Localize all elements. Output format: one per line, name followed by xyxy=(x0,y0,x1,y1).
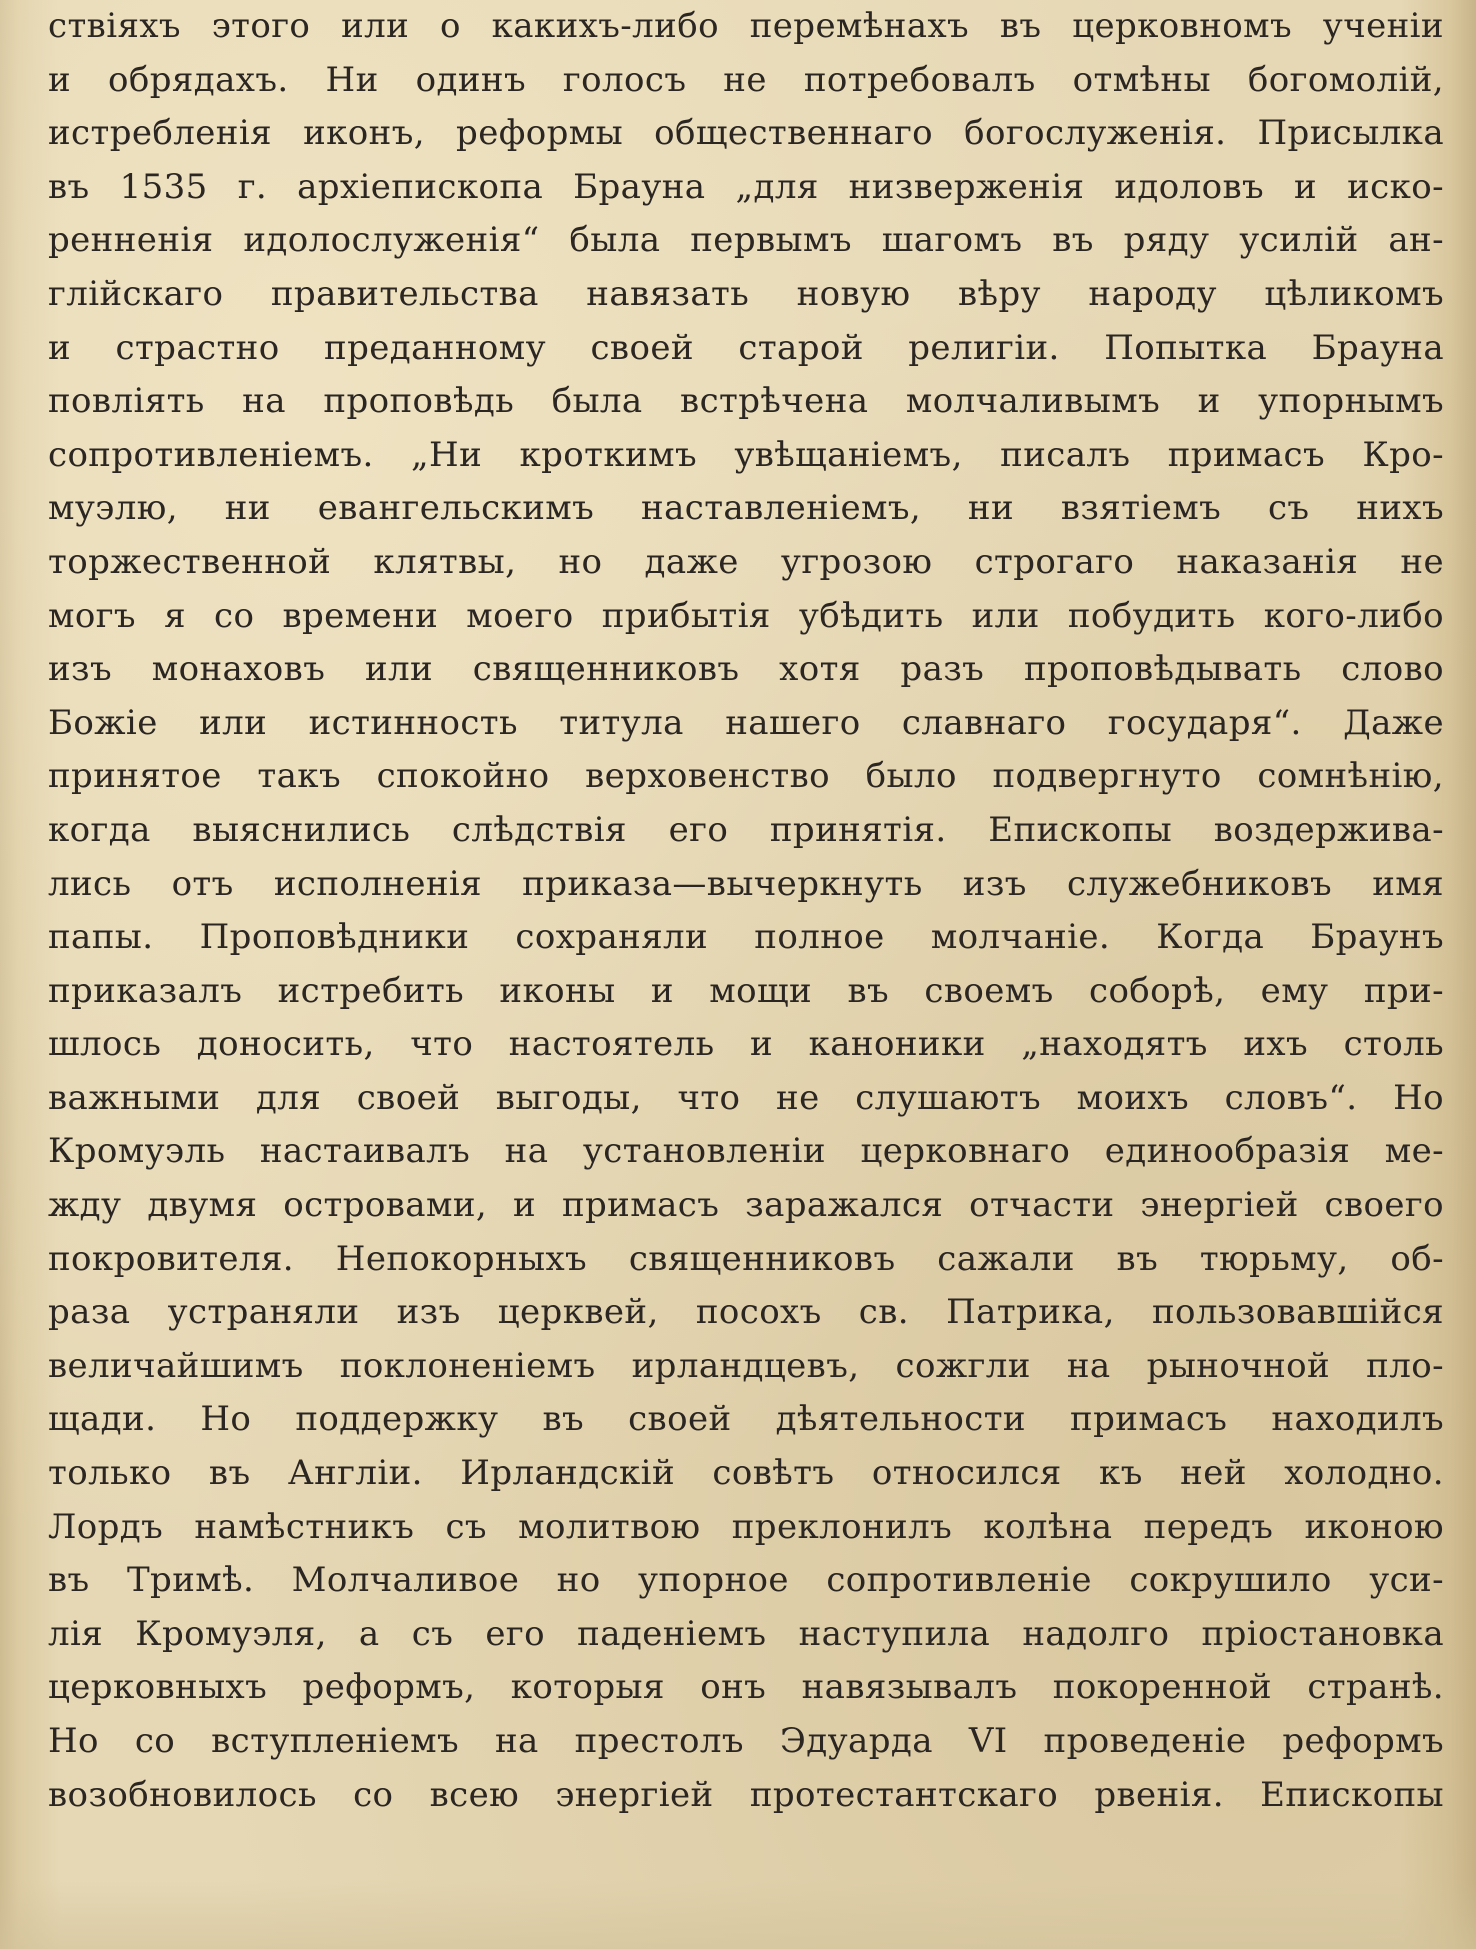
text-line: сопротивленіемъ. „Ни кроткимъ увѣщаніемъ, писалъ примасъ Кро- xyxy=(48,434,1444,475)
text-line: ствіяхъ этого или о какихъ-либо перемѣнахъ въ церковномъ ученіи xyxy=(48,6,1444,46)
text-line: принятое такъ спокойно верховенство было подвергнуто сомнѣнію, xyxy=(48,756,1444,797)
text-line: Но со вступленіемъ на престолъ Эдуарда VI проведеніе реформъ xyxy=(48,1721,1444,1761)
text-line: раза устраняли изъ церквей, посохъ св. Патрика, пользовавшійся xyxy=(48,1292,1444,1333)
text-line: щади. Но поддержку въ своей дѣятельности примасъ находилъ xyxy=(48,1399,1444,1440)
text-line: приказалъ истребить иконы и мощи въ своемъ соборѣ, ему при- xyxy=(48,970,1444,1011)
text-line: только въ Англіи. Ирландскій совѣтъ относился къ ней холодно. xyxy=(48,1453,1444,1494)
text-line: торжественной клятвы, но даже угрозою строгаго наказанія не xyxy=(48,541,1444,582)
text-line: Лордъ намѣстникъ съ молитвою преклонилъ колѣна передъ иконою xyxy=(48,1506,1444,1547)
text-line: повліять на проповѣдь была встрѣчена молчаливымъ и упорнымъ xyxy=(48,381,1444,422)
text-line: и обрядахъ. Ни одинъ голосъ не потребовалъ отмѣны богомолій, xyxy=(48,59,1444,100)
text-line: въ Тримѣ. Молчаливое но упорное сопротивленіе сокрушило уси- xyxy=(48,1560,1444,1601)
text-line: Кромуэль настаивалъ на установленіи церковнаго единообразія ме- xyxy=(48,1131,1444,1172)
text-line: лись отъ исполненія приказа—вычеркнуть изъ служебниковъ имя xyxy=(48,863,1444,904)
text-line: важными для своей выгоды, что не слушаютъ моихъ словъ“. Но xyxy=(48,1077,1444,1118)
text-line: ренненія идолослуженія“ была первымъ шагомъ въ ряду усилій ан- xyxy=(48,220,1444,261)
text-line: лія Кромуэля, а съ его паденіемъ наступила надолго пріостановка xyxy=(48,1613,1444,1654)
page-bottom-shadow xyxy=(0,1879,1476,1949)
text-line: церковныхъ реформъ, которыя онъ навязывалъ покоренной странѣ. xyxy=(48,1667,1444,1708)
text-line: возобновилось со всею энергіей протестантскаго рвенія. Епископы xyxy=(48,1774,1444,1815)
text-line: величайшимъ поклоненіемъ ирландцевъ, сожгли на рыночной пло- xyxy=(48,1345,1444,1386)
text-line: могъ я со времени моего прибытія убѣдить или побудить кого-либо xyxy=(48,595,1444,636)
text-line: муэлю, ни евангельскимъ наставленіемъ, ни взятіемъ съ нихъ xyxy=(48,488,1444,529)
body-text xyxy=(48,0,1444,1822)
text-line: Божіе или истинность титула нашего славнаго государя“. Даже xyxy=(48,702,1444,743)
text-line: въ 1535 г. архіепископа Брауна „для низверженія идоловъ и иско- xyxy=(48,166,1444,207)
text-line: изъ монаховъ или священниковъ хотя разъ проповѣдывать слово xyxy=(48,649,1444,690)
text-line: и страстно преданному своей старой религіи. Попытка Брауна xyxy=(48,327,1444,368)
text-line: когда выяснились слѣдствія его принятія. Епископы воздержива- xyxy=(48,809,1444,850)
text-line: глійскаго правительства навязать новую вѣру народу цѣликомъ xyxy=(48,273,1444,314)
text-line: шлось доносить, что настоятель и каноники „находятъ ихъ столь xyxy=(48,1024,1444,1065)
text-line: покровителя. Непокорныхъ священниковъ сажали въ тюрьму, об- xyxy=(48,1238,1444,1279)
text-line: папы. Проповѣдники сохраняли полное молчаніе. Когда Браунъ xyxy=(48,917,1444,958)
text-line: жду двумя островами, и примасъ заражался отчасти энергіей своего xyxy=(48,1185,1444,1226)
text-line: истребленія иконъ, реформы общественнаго богослуженія. Присылка xyxy=(48,113,1444,154)
